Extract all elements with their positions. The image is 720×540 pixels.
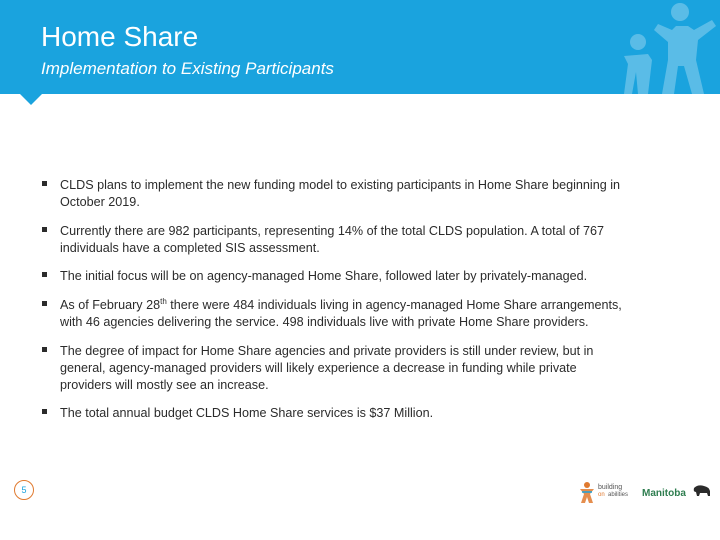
manitoba-wordmark: Manitoba xyxy=(642,488,686,499)
figure-icon xyxy=(580,482,594,503)
people-figures-icon xyxy=(618,0,720,94)
bullet-line: with 46 agencies delivering the service. 498 individuals live with private Home Share providers. xyxy=(60,315,589,329)
logo-text-line2: on xyxy=(598,492,605,498)
page-number: 5 xyxy=(14,480,34,500)
slide-header xyxy=(0,0,720,94)
bullet-line: general, agency-managed providers will likely experience a decrease in funding while private xyxy=(60,361,577,375)
bullet-line: Currently there are 982 participants, representing 14% of the total CLDS population. A total of 767 xyxy=(60,224,604,238)
bison-icon xyxy=(694,485,710,496)
bullet-line: October 2019. xyxy=(60,195,140,209)
bullet-line: The total annual budget CLDS Home Share services is $37 Million. xyxy=(60,406,434,420)
logo-text-line1: building xyxy=(598,484,623,491)
bullet-line: individuals have a completed SIS assessment. xyxy=(60,241,320,255)
bullet-text xyxy=(60,223,692,257)
bullet-text xyxy=(60,268,692,285)
bullet-text-part: As of February 28 xyxy=(60,298,161,312)
square-bullet-icon xyxy=(42,347,47,352)
square-bullet-icon xyxy=(42,227,47,232)
bullet-line: The degree of impact for Home Share agencies and private providers is still under review, but in xyxy=(60,344,594,358)
slide-title: Home Share xyxy=(41,21,199,52)
bullet-text xyxy=(60,177,692,211)
bullet-line: CLDS plans to implement the new funding model to existing participants in Home Share beginning in xyxy=(60,178,621,192)
bullet-line: The initial focus will be on agency-managed Home Share, followed later by privately-managed. xyxy=(60,269,588,283)
square-bullet-icon xyxy=(42,301,47,306)
bullet-text xyxy=(60,343,692,394)
square-bullet-icon xyxy=(42,272,47,277)
header-pointer xyxy=(20,94,42,105)
manitoba-logo xyxy=(642,482,712,502)
square-bullet-icon xyxy=(42,409,47,414)
slide-subtitle: Implementation to Existing Participants xyxy=(41,59,334,78)
bullet-text-superscript: th xyxy=(160,296,167,306)
logo-text-line3: abilities xyxy=(608,492,629,498)
bullet-line xyxy=(60,297,692,314)
bullet-line: providers will mostly see an increase. xyxy=(60,378,269,392)
bullet-text xyxy=(60,297,692,331)
bullet-text xyxy=(60,405,692,422)
square-bullet-icon xyxy=(42,181,47,186)
building-on-abilities-logo xyxy=(578,480,636,504)
bullet-text-part: there were 484 individuals living in agency-managed Home Share arrangements, xyxy=(166,298,622,312)
